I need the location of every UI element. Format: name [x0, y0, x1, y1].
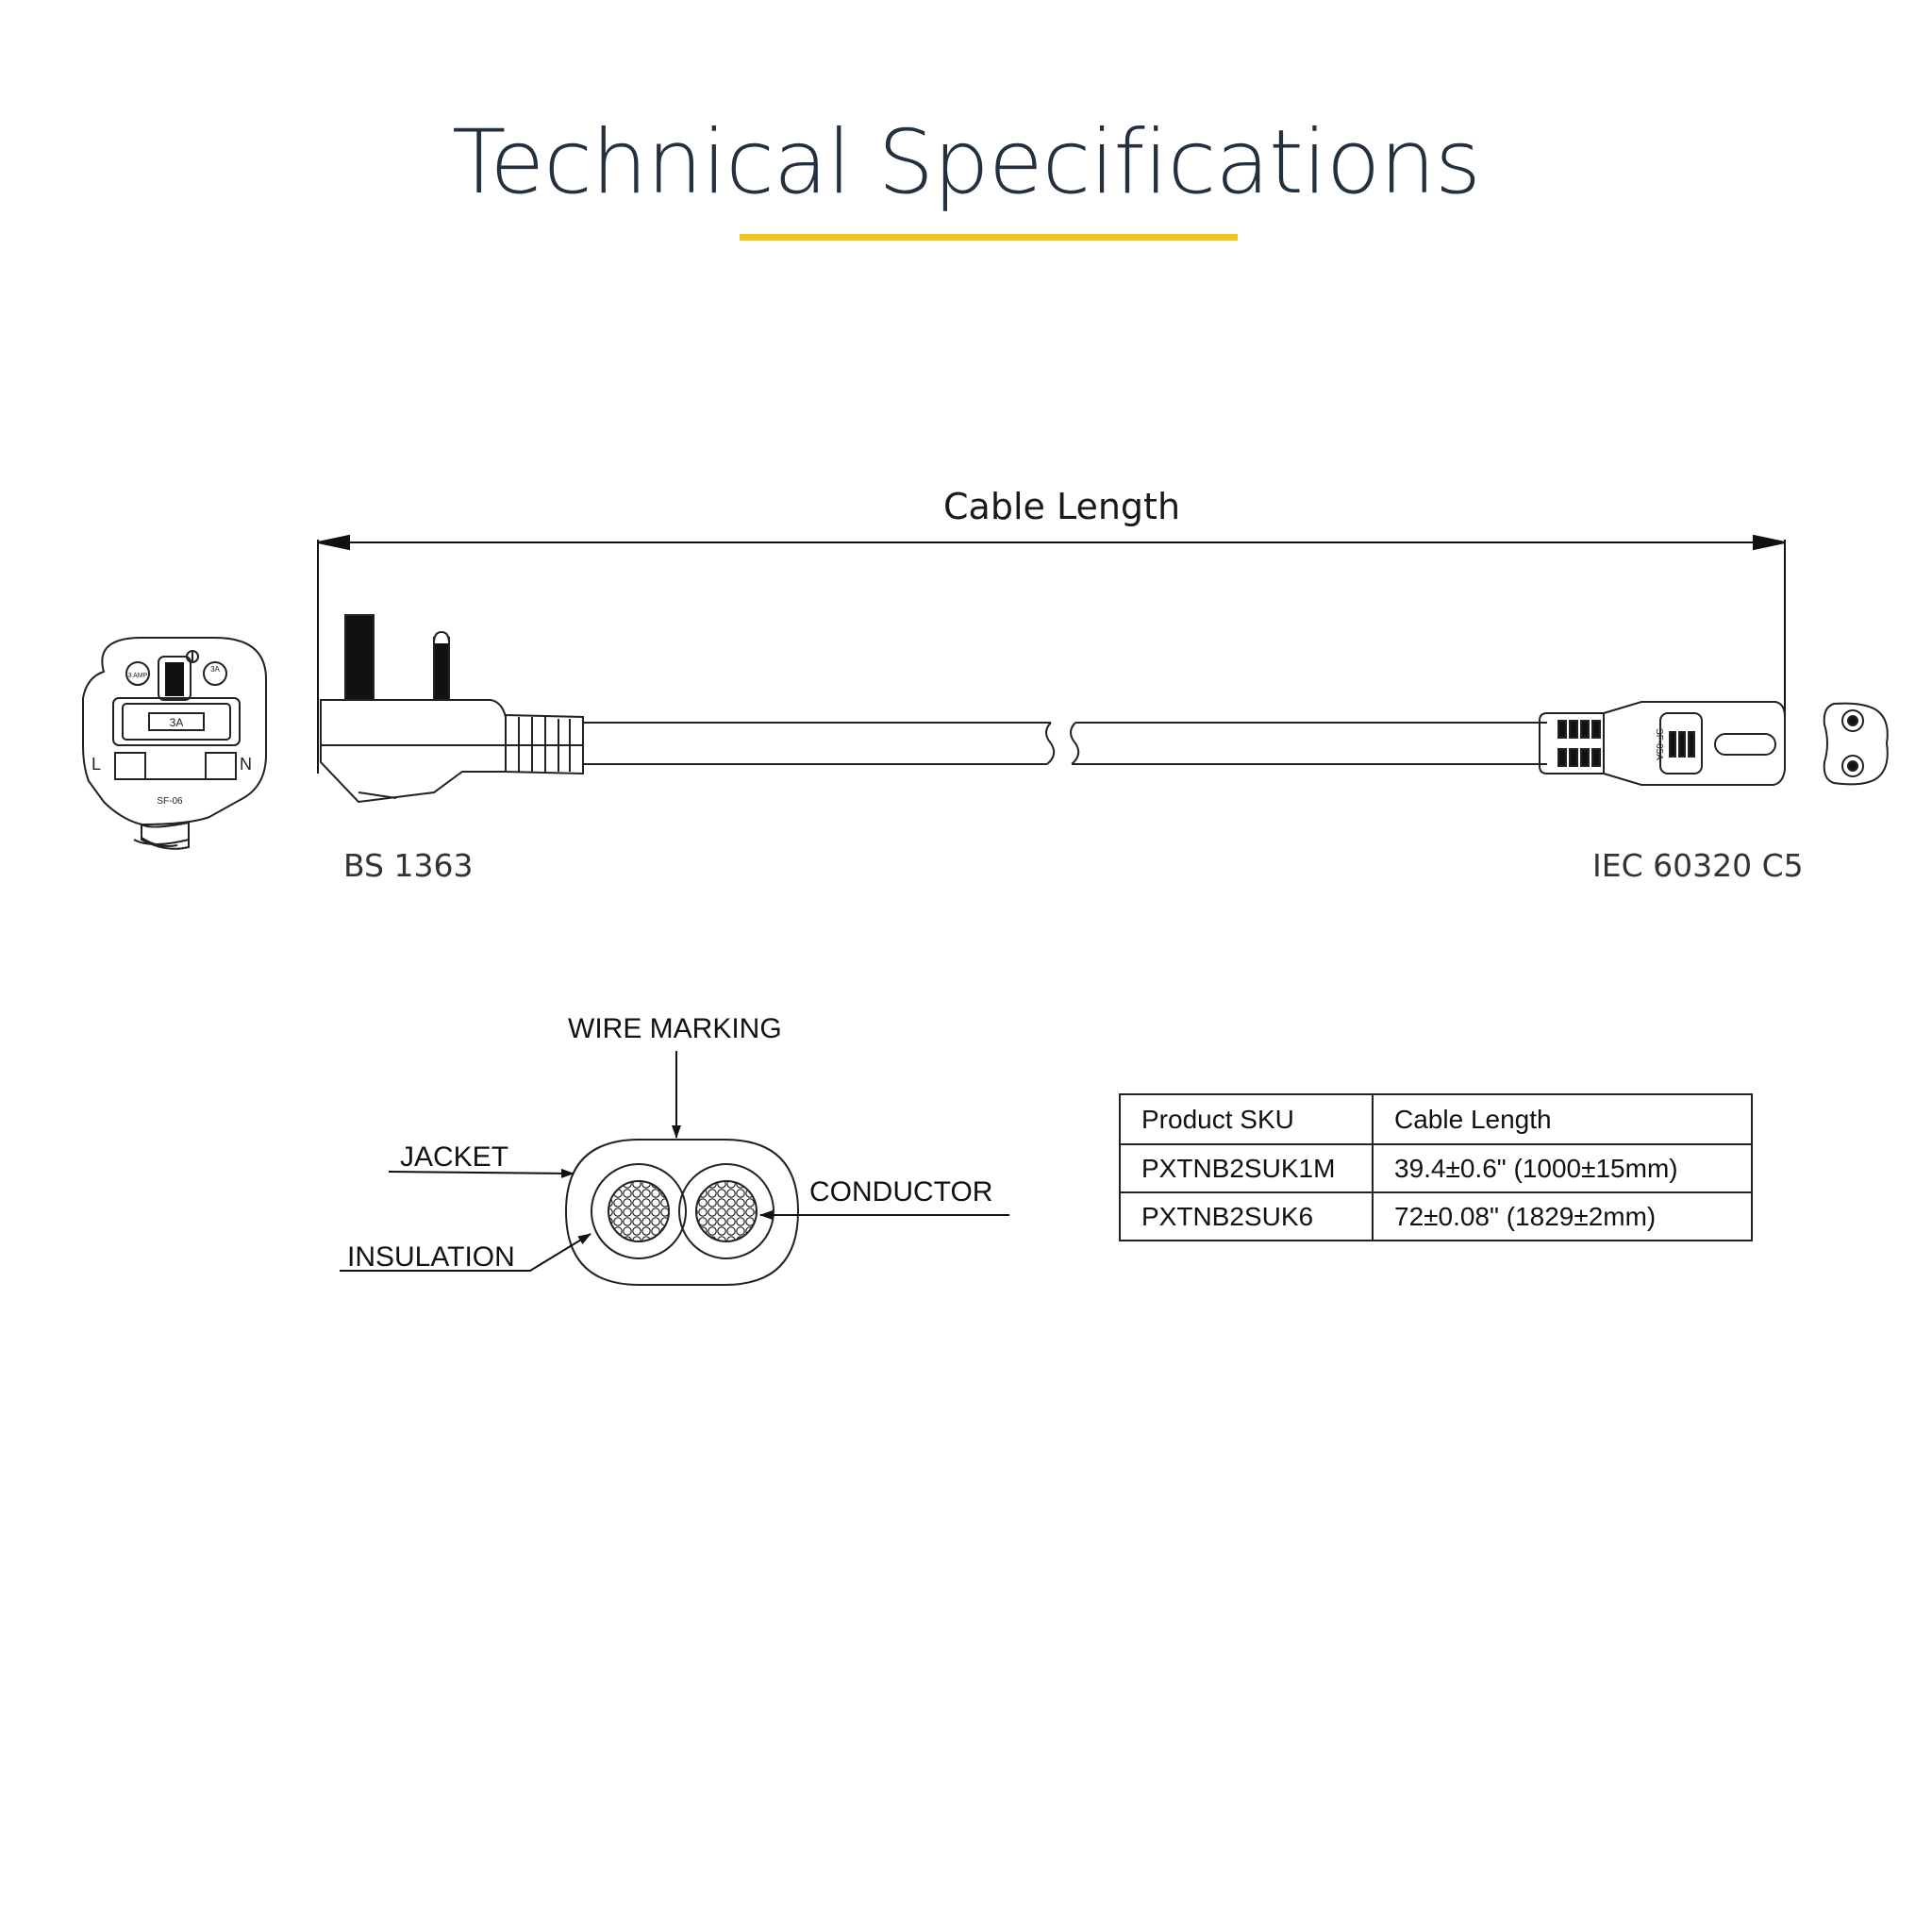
- table-cell-sku: PXTNB2SUK6: [1120, 1192, 1373, 1241]
- wire-marking-label: WIRE MARKING: [568, 1013, 782, 1044]
- table-cell-sku: PXTNB2SUK1M: [1120, 1144, 1373, 1192]
- bs1363-plug-side: [321, 615, 583, 802]
- table-header-length: Cable Length: [1373, 1094, 1752, 1144]
- pin-l-label: L: [92, 755, 102, 774]
- table-row: [1120, 1192, 1752, 1241]
- table-cell-length: 39.4±0.6" (1000±15mm): [1373, 1144, 1752, 1192]
- iec-c5-label: IEC 60320 C5: [1592, 847, 1804, 884]
- spec-table: [1119, 1093, 1753, 1241]
- bs1363-label: BS 1363: [343, 847, 474, 884]
- bs1363-plug-face: [83, 638, 266, 849]
- cable-length-label: Cable Length: [943, 486, 1181, 527]
- amp-badge: 3 AMP: [127, 673, 148, 679]
- table-row: [1120, 1144, 1752, 1192]
- pin-n-label: N: [240, 755, 252, 774]
- c5-connector-face: [1824, 704, 1888, 785]
- table-header-row: [1120, 1094, 1752, 1144]
- cable-cross-section: [566, 1140, 798, 1285]
- insulation-label: INSULATION: [347, 1241, 515, 1273]
- cable-body: [583, 723, 1547, 764]
- table-cell-length: 72±0.08" (1829±2mm): [1373, 1192, 1752, 1241]
- c5-model-code: SF-05A: [1654, 728, 1664, 760]
- conductor-label: CONDUCTOR: [809, 1176, 993, 1208]
- fuse-label: 3A: [169, 716, 184, 729]
- jacket-label: JACKET: [400, 1141, 509, 1173]
- page-title: Technical Specifications: [451, 111, 1480, 214]
- plug-model-code: SF-06: [157, 796, 183, 807]
- table-header-sku: Product SKU: [1120, 1094, 1373, 1144]
- rating-badge: 3A: [210, 665, 220, 674]
